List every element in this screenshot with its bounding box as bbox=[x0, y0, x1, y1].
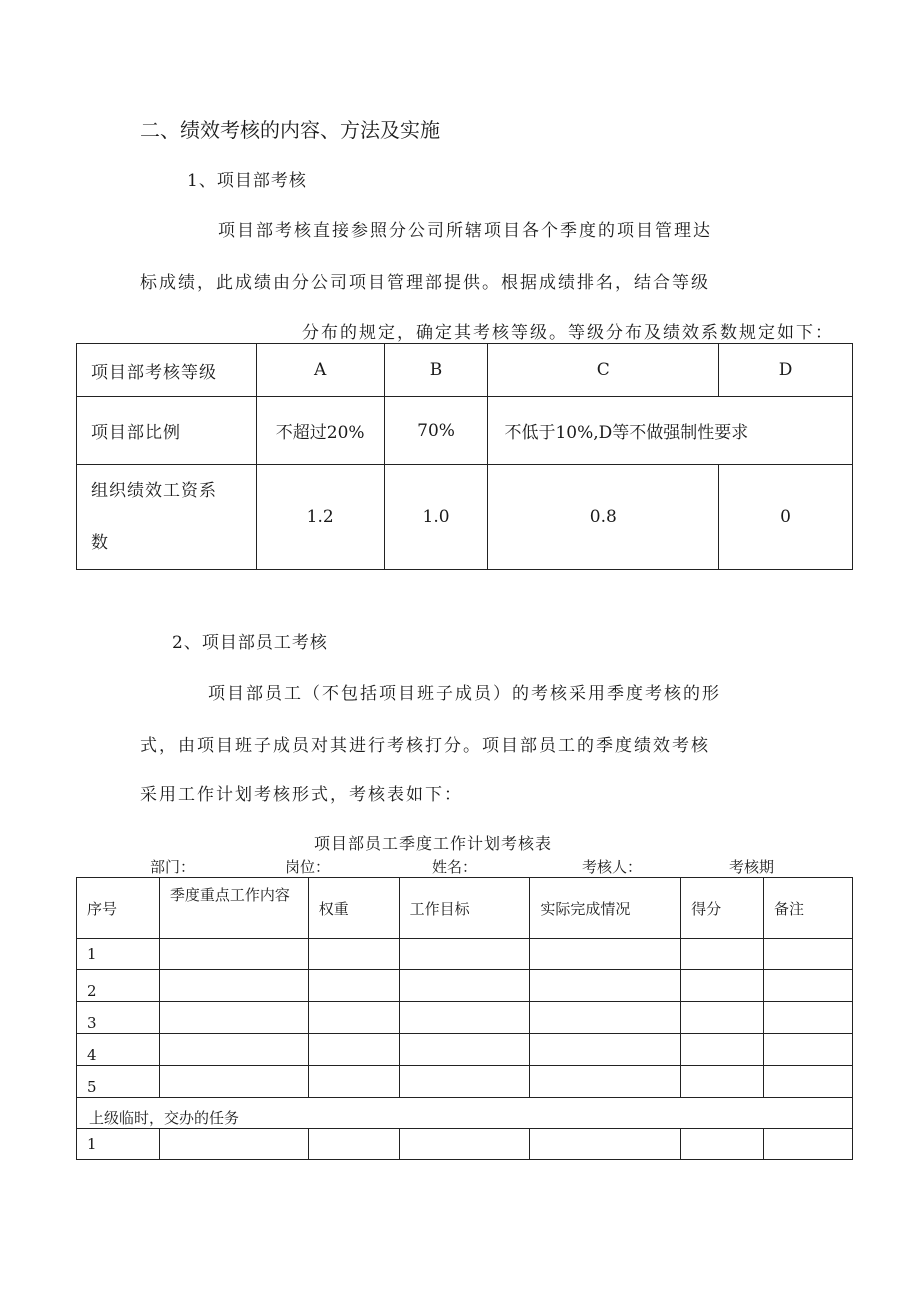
row-number: 1 bbox=[77, 1129, 160, 1160]
sub1-para-line-3: 分布的规定，确定其考核等级。等级分布及绩效系数规定如下： bbox=[302, 323, 834, 343]
grade-c: C bbox=[488, 344, 719, 397]
cell bbox=[681, 939, 764, 970]
ratio-b: 70% bbox=[384, 397, 488, 465]
table-row bbox=[77, 1034, 853, 1066]
grade-header-label: 项目部考核等级 bbox=[77, 344, 257, 397]
cell bbox=[399, 1002, 530, 1034]
cell bbox=[159, 1129, 308, 1160]
cell bbox=[764, 1034, 853, 1066]
grade-table bbox=[76, 343, 853, 570]
cell bbox=[681, 1066, 764, 1098]
cell bbox=[764, 970, 853, 1002]
cell bbox=[530, 1066, 681, 1098]
meta-position: 岗位： bbox=[285, 858, 331, 876]
table-row bbox=[77, 1066, 853, 1098]
coef-a: 1.2 bbox=[256, 465, 384, 570]
cell bbox=[764, 1002, 853, 1034]
cell bbox=[530, 970, 681, 1002]
cell bbox=[159, 1002, 308, 1034]
sub2-para-line-2: 式，由项目班子成员对其进行考核打分。项目部员工的季度绩效考核 bbox=[140, 736, 710, 756]
grade-d: D bbox=[719, 344, 853, 397]
row-number: 4 bbox=[77, 1034, 160, 1066]
grade-header-row bbox=[77, 344, 853, 397]
col-key-work: 季度重点工作内容 bbox=[159, 878, 308, 939]
ratio-cd: 不低于10%,D等不做强制性要求 bbox=[488, 397, 853, 465]
ratio-row bbox=[77, 397, 853, 465]
cell bbox=[399, 1066, 530, 1098]
coef-d: 0 bbox=[719, 465, 853, 570]
coef-label bbox=[77, 465, 257, 570]
cell bbox=[530, 939, 681, 970]
cell bbox=[308, 1129, 399, 1160]
cell bbox=[159, 1034, 308, 1066]
cell bbox=[681, 1002, 764, 1034]
col-remark: 备注 bbox=[764, 878, 853, 939]
cell bbox=[159, 939, 308, 970]
col-goal: 工作目标 bbox=[399, 878, 530, 939]
cell bbox=[308, 1066, 399, 1098]
cell bbox=[681, 1034, 764, 1066]
coef-label-line-2: 数 bbox=[91, 533, 109, 553]
coef-label-line-1: 组织绩效工资系 bbox=[91, 481, 217, 501]
cell bbox=[530, 1002, 681, 1034]
meta-period: 考核期 bbox=[729, 858, 775, 876]
cell bbox=[159, 970, 308, 1002]
sub1-para-line-1: 项目部考核直接参照分公司所辖项目各个季度的项目管理达 bbox=[218, 221, 712, 241]
grade-b: B bbox=[384, 344, 488, 397]
meta-reviewer: 考核人： bbox=[582, 858, 643, 876]
cell bbox=[308, 1034, 399, 1066]
sub2-para-line-1: 项目部员工（不包括项目班子成员）的考核采用季度考核的形 bbox=[208, 684, 721, 704]
cell bbox=[764, 1129, 853, 1160]
table-row bbox=[77, 1129, 853, 1160]
cell bbox=[399, 939, 530, 970]
table-row bbox=[77, 970, 853, 1002]
cell bbox=[681, 1129, 764, 1160]
meta-department: 部门： bbox=[150, 858, 196, 876]
ratio-label: 项目部比例 bbox=[77, 397, 257, 465]
col-score: 得分 bbox=[681, 878, 764, 939]
cell bbox=[308, 1002, 399, 1034]
ratio-a: 不超过20% bbox=[256, 397, 384, 465]
sub2-para-line-3: 采用工作计划考核形式，考核表如下： bbox=[140, 785, 463, 805]
coef-b: 1.0 bbox=[384, 465, 488, 570]
col-seq: 序号 bbox=[77, 878, 160, 939]
cell bbox=[530, 1129, 681, 1160]
row-number: 2 bbox=[77, 970, 160, 1002]
sub2-heading: 2、项目部员工考核 bbox=[172, 633, 328, 653]
row-number: 3 bbox=[77, 1002, 160, 1034]
cell bbox=[681, 970, 764, 1002]
row-number: 5 bbox=[77, 1066, 160, 1098]
section-title: 二、绩效考核的内容、方法及实施 bbox=[140, 118, 440, 142]
cell bbox=[399, 1129, 530, 1160]
cell bbox=[159, 1066, 308, 1098]
col-actual: 实际完成情况 bbox=[530, 878, 681, 939]
cell bbox=[399, 1034, 530, 1066]
coef-c: 0.8 bbox=[488, 465, 719, 570]
plan-header-row bbox=[77, 878, 853, 939]
cell bbox=[399, 970, 530, 1002]
coef-row bbox=[77, 465, 853, 570]
cell bbox=[764, 939, 853, 970]
plan-table bbox=[76, 877, 853, 1160]
row-number: 1 bbox=[77, 939, 160, 970]
cell bbox=[530, 1034, 681, 1066]
sub1-heading: 1、项目部考核 bbox=[187, 171, 307, 191]
plan-table-title: 项目部员工季度工作计划考核表 bbox=[314, 834, 553, 853]
extra-task-label: 上级临时，交办的任务 bbox=[77, 1098, 853, 1129]
col-weight: 权重 bbox=[308, 878, 399, 939]
cell bbox=[308, 970, 399, 1002]
grade-a: A bbox=[256, 344, 384, 397]
cell bbox=[308, 939, 399, 970]
sub1-para-line-2: 标成绩，此成绩由分公司项目管理部提供。根据成绩排名，结合等级 bbox=[140, 273, 710, 293]
table-row bbox=[77, 939, 853, 970]
extra-task-row bbox=[77, 1098, 853, 1129]
cell bbox=[764, 1066, 853, 1098]
meta-name: 姓名： bbox=[432, 858, 478, 876]
table-row bbox=[77, 1002, 853, 1034]
